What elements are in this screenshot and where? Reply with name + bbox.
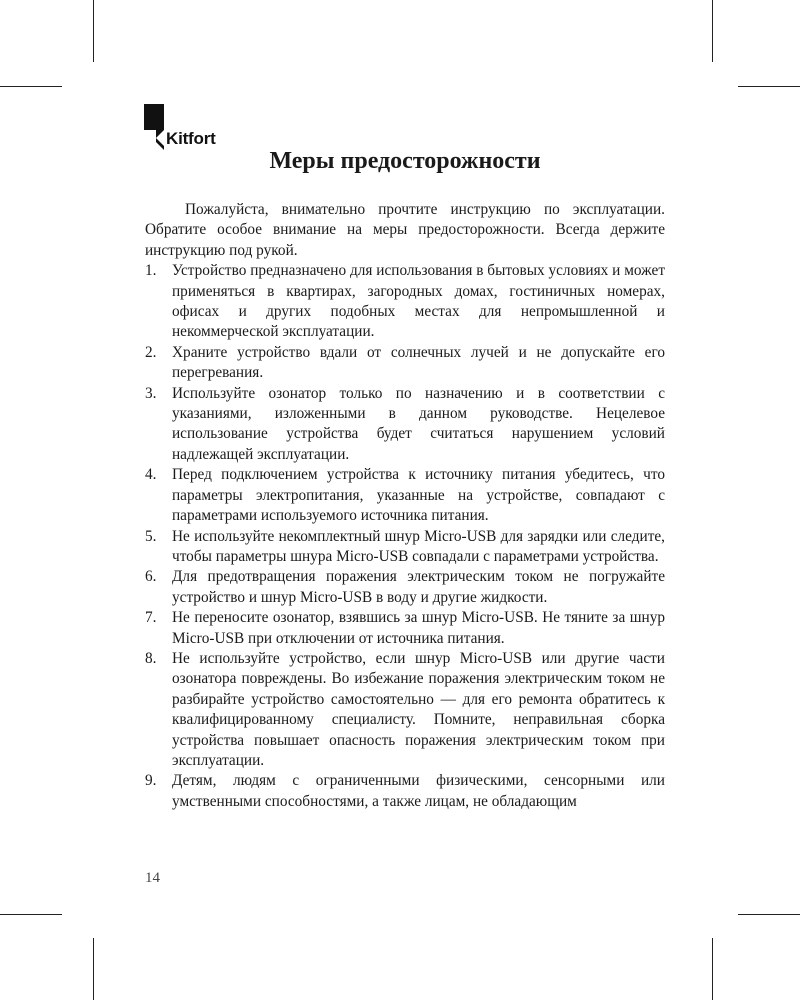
item-text: Не используйте устройство, если шнур Micro-USB или другие части озонатора повреждены. Во избежание поражения электрическим током не разбирайте устройство самостоятельно — для его ремонта обратитесь к квалифицированному специалисту. Помните, неправильная сборка устройства повышает опасность поражения электрическим током при эксплуатации.: [172, 649, 665, 769]
item-text: Не переносите озонатор, взявшись за шнур Micro-USB. Не тяните за шнур Micro-USB при отключении от источника питания.: [172, 609, 665, 647]
crop-mark: [712, 0, 713, 62]
item-number: 5.: [145, 527, 157, 545]
item-number: 9.: [145, 772, 157, 790]
item-text: Храните устройство вдали от солнечных лучей и не допускайте его перегревания.: [172, 343, 665, 382]
list-item: [145, 343, 665, 384]
item-text: Перед подключением устройства к источнику питания убедитесь, что параметры электропитания, указанные на устройстве, совпадают с параметрами используемого источника питания.: [172, 466, 665, 525]
item-number: 3.: [145, 384, 157, 402]
list-item: [145, 649, 665, 771]
precautions-list: [145, 261, 665, 812]
item-text: Не используйте некомплектный шнур Micro-USB для зарядки или следите, чтобы параметры шнура Micro-USB совпадали с параметрами устройства.: [172, 527, 665, 565]
list-item: [145, 771, 665, 812]
crop-mark: [93, 938, 94, 1000]
list-item: [145, 465, 665, 526]
kitfort-logo-icon: [144, 104, 164, 150]
document-body: [145, 200, 665, 812]
crop-mark: [738, 86, 800, 87]
crop-mark: [738, 914, 800, 915]
item-number: 7.: [145, 609, 157, 627]
list-item: [145, 384, 665, 466]
page-number: 14: [145, 870, 160, 886]
item-text: Устройство предназначено для использования в бытовых условиях и может применяться в квартирах, загородных домах, гостиничных номерах, офисах и других подобных местах для непромышленной и некоммерческой эксплуатации.: [172, 262, 665, 341]
list-item: [145, 608, 665, 649]
item-number: 2.: [145, 343, 157, 361]
item-number: 4.: [145, 466, 157, 484]
list-item: [145, 567, 665, 608]
item-text: Детям, людям с ограниченными физическими, сенсорными или умственными способностями, а также лицам, не обладающим: [172, 772, 665, 810]
item-number: 8.: [145, 649, 157, 667]
item-number: 6.: [145, 568, 157, 586]
item-text: Используйте озонатор только по назначению и в соответствии с указаниями, изложенными в данном руководстве. Нецелевое использование устройства будет считаться нарушением условий надлежащей эксплуатации.: [172, 384, 665, 463]
item-text: Для предотвращения поражения электрическим током не погружайте устройство и шнур Micro-USB в воду и другие жидкости.: [172, 568, 665, 606]
crop-mark: [712, 938, 713, 1000]
brand-name: Kitfort: [166, 129, 216, 148]
crop-mark: [93, 0, 94, 62]
list-item: [145, 261, 665, 343]
intro-paragraph: Пожалуйста, внимательно прочтите инструкцию по эксплуатации. Обратите особое внимание на меры предосторожности. Всегда держите инструкцию под рукой.: [145, 201, 665, 259]
page-title: Меры предосторожности: [269, 148, 541, 174]
item-number: 1.: [145, 262, 157, 280]
brand-logo: [144, 104, 216, 150]
list-item: [145, 527, 665, 568]
crop-mark: [0, 914, 62, 915]
crop-mark: [0, 86, 62, 87]
